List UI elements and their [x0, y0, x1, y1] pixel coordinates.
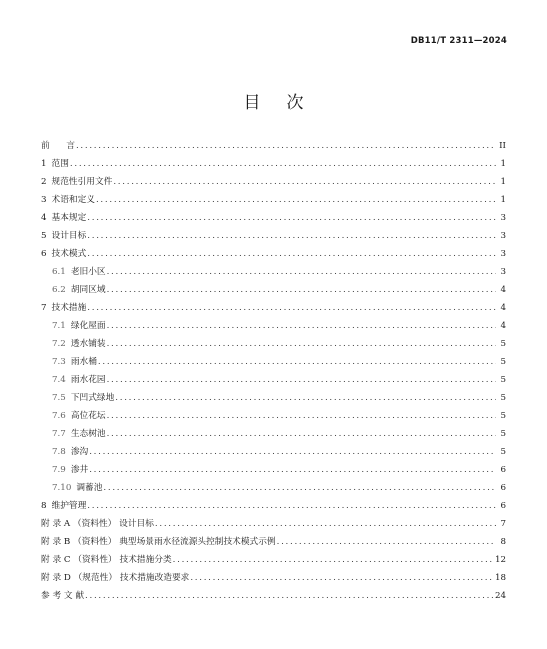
toc-page: 5	[500, 447, 506, 457]
toc-page: 4	[500, 285, 506, 295]
toc-entry-7-8[interactable]	[41, 443, 506, 461]
toc-entry-4[interactable]	[41, 209, 506, 227]
doc-code: DB11/T 2311—2024	[410, 36, 507, 46]
toc-entry-3[interactable]	[41, 191, 506, 209]
toc-page: II	[499, 141, 506, 151]
toc-page: 5	[500, 339, 506, 349]
toc-page: 3	[500, 249, 506, 259]
toc-label: 术语和定义	[51, 195, 95, 205]
toc-label: 技术模式	[51, 249, 87, 259]
toc-label: 胡同区域	[70, 285, 106, 295]
toc-entry-5[interactable]	[41, 227, 506, 245]
toc-heading-char-1: 目	[243, 93, 261, 113]
toc-page: 6	[500, 483, 506, 493]
toc-label: 生态树池	[70, 429, 106, 439]
toc-page: 5	[500, 375, 506, 385]
toc-label: 附 录 D （规范性） 技术措施改造要求	[41, 573, 190, 583]
toc-number: 7.8	[52, 447, 66, 457]
toc-entry-appendix-c[interactable]	[41, 551, 506, 569]
toc-page: 24	[494, 591, 506, 601]
toc-page: 5	[500, 357, 506, 367]
toc-number: 7.4	[52, 375, 66, 385]
toc-entry-7-10[interactable]	[41, 479, 506, 497]
toc-number: 7.9	[52, 465, 66, 475]
toc-entry-7-7[interactable]	[41, 425, 506, 443]
toc-entry-2[interactable]	[41, 173, 506, 191]
toc-page: 6	[500, 501, 506, 511]
toc-page: 4	[500, 303, 506, 313]
toc-heading-char-2: 次	[286, 93, 304, 113]
toc-number: 7	[41, 303, 47, 313]
toc-label: 老旧小区	[70, 267, 106, 277]
toc-page: 1	[500, 159, 506, 169]
toc-label: 参 考 文 献	[41, 591, 85, 601]
toc-entry-appendix-a[interactable]	[41, 515, 506, 533]
toc-label: 规范性引用文件	[51, 177, 113, 187]
toc-number: 2	[41, 177, 47, 187]
toc-page: 5	[500, 429, 506, 439]
toc-number: 3	[41, 195, 47, 205]
toc-entry-6[interactable]	[41, 245, 506, 263]
toc-label: 前 言	[41, 141, 75, 151]
toc-label: 透水铺装	[70, 339, 106, 349]
toc-label: 渗沟	[70, 447, 89, 457]
toc-entry-7-1[interactable]	[41, 317, 506, 335]
toc-number: 7.3	[52, 357, 66, 367]
toc-number: 8	[41, 501, 47, 511]
toc-number: 4	[41, 213, 47, 223]
toc-entry-7-9[interactable]	[41, 461, 506, 479]
toc-label: 附 录 C （资料性） 技术措施分类	[41, 555, 172, 565]
toc-label: 附 录 A （资料性） 设计目标	[41, 519, 154, 529]
toc-number: 5	[41, 231, 47, 241]
toc-entry-references[interactable]	[41, 587, 506, 605]
toc-number: 6.2	[52, 285, 66, 295]
toc-entry-7-6[interactable]	[41, 407, 506, 425]
toc-page: 7	[500, 519, 506, 529]
toc-entry-6-1[interactable]	[41, 263, 506, 281]
toc-label: 高位花坛	[70, 411, 106, 421]
toc-label: 绿化屋面	[70, 321, 106, 331]
toc-entry-6-2[interactable]	[41, 281, 506, 299]
toc-page: 5	[500, 393, 506, 403]
toc-label: 附 录 B （资料性） 典型场景雨水径流源头控制技术模式示例	[41, 537, 276, 547]
toc-page: 12	[494, 555, 506, 565]
toc-entry-7[interactable]	[41, 299, 506, 317]
toc-number: 7.1	[52, 321, 66, 331]
toc-entry-foreword[interactable]	[41, 137, 506, 155]
toc-number: 7.7	[52, 429, 66, 439]
toc-label: 基本规定	[51, 213, 87, 223]
toc-label: 雨水花园	[70, 375, 106, 385]
toc-page: 5	[500, 411, 506, 421]
toc-number: 7.2	[52, 339, 66, 349]
toc-number: 6.1	[52, 267, 66, 277]
toc-page: 3	[500, 231, 506, 241]
toc-label: 技术措施	[51, 303, 87, 313]
toc-page: 4	[500, 321, 506, 331]
toc-entry-appendix-d[interactable]	[41, 569, 506, 587]
toc-label: 范围	[51, 159, 69, 169]
toc-page: 3	[500, 213, 506, 223]
toc-entry-7-5[interactable]	[41, 389, 506, 407]
toc-number: 6	[41, 249, 47, 259]
toc-page: 6	[500, 465, 506, 475]
toc-page: 1	[500, 195, 506, 205]
toc-label: 设计目标	[51, 231, 87, 241]
toc-number: 7.5	[52, 393, 66, 403]
toc-entry-1[interactable]	[41, 155, 506, 173]
toc-page: 18	[494, 573, 506, 583]
toc-page: 3	[500, 267, 506, 277]
toc-page: 1	[500, 177, 506, 187]
toc-entry-7-3[interactable]	[41, 353, 506, 371]
toc-label: 下凹式绿地	[70, 393, 115, 403]
toc-page: 8	[500, 537, 506, 547]
toc-label: 维护管理	[51, 501, 87, 511]
toc-entry-appendix-b[interactable]	[41, 533, 506, 551]
toc-heading	[0, 88, 547, 113]
toc-label: 调蓄池	[76, 483, 103, 493]
toc-entry-8[interactable]	[41, 497, 506, 515]
toc-number: 7.6	[52, 411, 66, 421]
toc-entry-7-2[interactable]	[41, 335, 506, 353]
toc-label: 渗井	[70, 465, 89, 475]
toc-number: 7.10	[52, 483, 72, 493]
toc-list	[41, 137, 506, 605]
toc-label: 雨水桶	[70, 357, 97, 367]
toc-number: 1	[41, 159, 47, 169]
toc-entry-7-4[interactable]	[41, 371, 506, 389]
